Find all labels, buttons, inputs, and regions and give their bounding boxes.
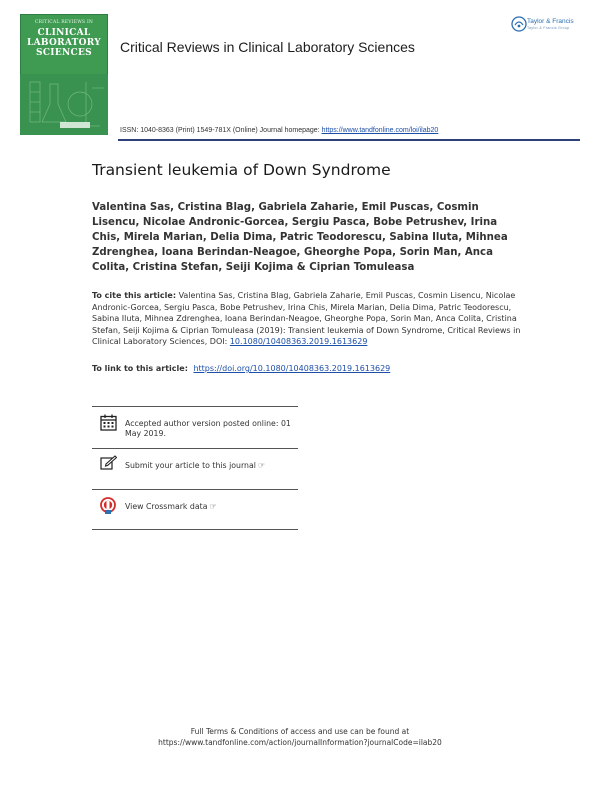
external-link-icon: ☞ [257,461,266,470]
accepted-line2: May 2019. [125,429,166,438]
taylor-francis-logo-icon [511,16,527,32]
cover-title-main [20,28,108,58]
cover-title-line4: SCIENCES [36,48,92,58]
publisher-logo-text: Taylor & Francis [527,18,574,25]
edit-pencil-icon [100,455,117,470]
cover-title-line3: LABORATORY [26,38,102,48]
cover-title-line1: CRITICAL REVIEWS IN [34,20,94,25]
journal-name: Critical Reviews in Clinical Laboratory Sciences [120,39,415,55]
divider-1 [92,448,298,449]
publisher-logo-subtext: Taylor & Francis Group [527,26,570,30]
crossmark-icon [100,497,116,515]
submit-article-link[interactable] [125,461,265,471]
journal-cover-image [20,14,108,135]
submit-article-label[interactable]: Submit your article to this journal [125,461,256,470]
citation-doi-link[interactable]: 10.1080/10408363.2019.1613629 [229,337,368,346]
calendar-icon [100,414,117,431]
article-authors: Valentina Sas, Cristina Blag, Gabriela Zaharie, Emil Puscas, Cosmin Lisencu, Nicolae Andronic-Gorcea, Sergiu Pasca, Bobe Petrushev, Irina Chis, Mirela Marian, Delia Dima, Patric Teodorescu, Sabina Iluta, Mihnea Zdrenghea, Ioana Berindan-Neagoe, Gheorghe Popa, Sorin Man, Anca Colita, Cristina Stefan, Seiji Kojima & Ciprian Tomuleasa [92,202,508,273]
cover-title-line2: CLINICAL [37,28,91,38]
citation-block [92,290,524,348]
external-link-icon: ☞ [209,502,217,511]
footer-terms-url-link[interactable]: https://www.tandfonline.com/action/journalInformation?journalCode=ilab20 [158,738,442,747]
article-link-label: To link to this article: [92,364,188,373]
accepted-line1: Accepted author version posted online: 01 [125,419,291,428]
citation-text: Valentina Sas, Cristina Blag, Gabriela Zaharie, Emil Puscas, Cosmin Lisencu, Nicolae Andronic-Gorcea, Sergiu Pasca, Bobe Petrushev, Irina Chis, Mirela Marian, Delia Dima, Patric Teodorescu, Sabina Iluta, Mihnea Zdrenghea, Ioana Berindan-Neagoe, Gheorghe Popa, Sorin Man, Anca Colita, Cristina Stefan, Seiji Kojima & Ciprian Tomuleasa (2019): Transient leukemia of Down Syndrome, Critical Reviews in Clinical Laboratory Sciences, DOI: [92,291,521,346]
article-doi-url-link[interactable]: https://doi.org/10.1080/10408363.2019.1613629 [193,364,391,373]
issn-text: ISSN: 1040-8363 (Print) 1549-781X (Online) Journal homepage: [120,127,320,134]
divider-top [92,406,298,407]
divider-bottom [92,529,298,530]
article-link-line [92,364,390,373]
crossmark-label[interactable]: View Crossmark data [125,502,208,511]
journal-homepage-link[interactable]: https://www.tandfonline.com/loi/ilab20 [321,127,439,134]
crossmark-link[interactable] [125,502,217,512]
accepted-version-info [125,419,291,439]
citation-label: To cite this article: [92,291,177,300]
article-title: Transient leukemia of Down Syndrome [92,161,391,179]
header-divider [118,139,580,141]
cover-lab-illustration [20,74,108,135]
issn-line [120,127,438,134]
divider-2 [92,489,298,490]
footer-terms [0,726,600,748]
footer-line1: Full Terms & Conditions of access and use can be found at [190,727,410,736]
